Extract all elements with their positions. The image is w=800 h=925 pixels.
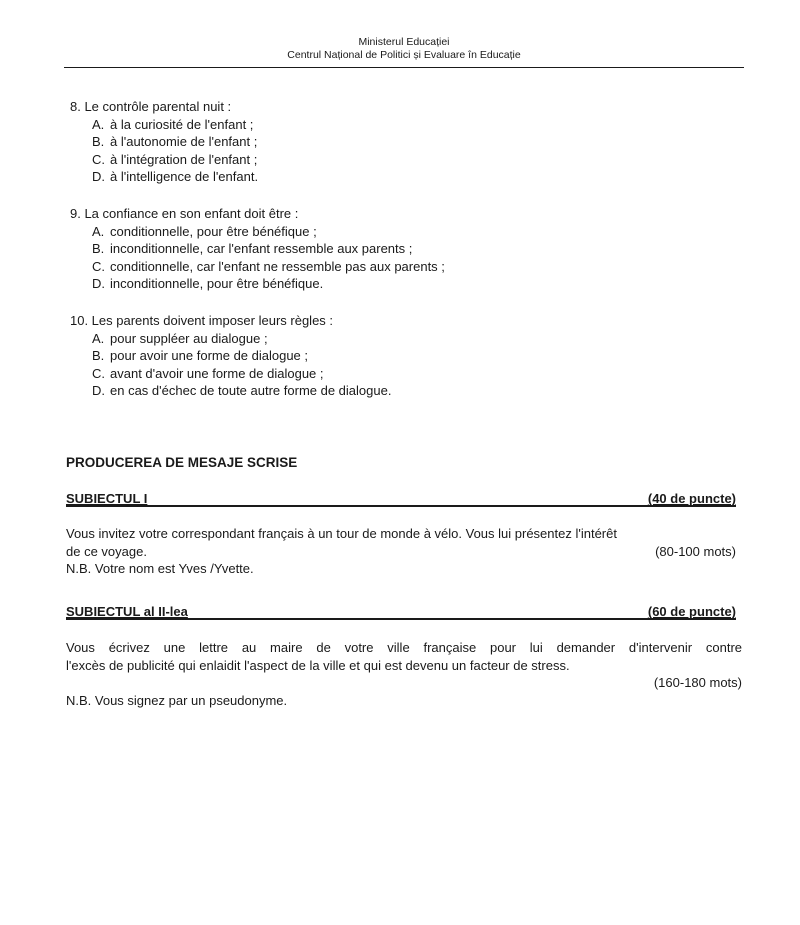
option-letter: A.	[92, 116, 105, 132]
subject-1-word-count: (80-100 mots)	[655, 543, 736, 559]
option-text: à la curiosité de l'enfant ;	[110, 116, 254, 132]
option-text: à l'intelligence de l'enfant.	[110, 169, 259, 184]
option-b	[92, 347, 750, 365]
subject-1-header	[66, 485, 736, 507]
subject-2-body	[66, 639, 742, 709]
question-stem: 8. Le contrôle parental nuit :	[70, 99, 232, 114]
subject-1-title: SUBIECTUL I	[66, 491, 148, 506]
option-text: conditionnelle, car l'enfant ne ressemble pas aux parents ;	[110, 258, 445, 274]
subject-1-line-2-row	[66, 543, 736, 561]
option-letter: C.	[92, 258, 105, 274]
subject-1-body	[66, 525, 736, 578]
option-letter: A.	[92, 223, 105, 239]
option-text: à l'autonomie de l'enfant ;	[110, 134, 258, 149]
header-center: Centrul Național de Politici și Evaluare în Educație	[287, 49, 521, 61]
option-text: conditionnelle, pour être bénéfique ;	[110, 223, 317, 239]
option-letter: B.	[92, 134, 105, 149]
header-divider	[64, 67, 744, 68]
subject-1-points: (40 de puncte)	[647, 491, 736, 506]
option-letter: C.	[92, 365, 105, 381]
question-stem: 10. Les parents doivent imposer leurs règles :	[70, 313, 334, 328]
subject-2-note: N.B. Vous signez par un pseudonyme.	[66, 692, 288, 708]
option-letter: D.	[92, 169, 105, 184]
option-c	[92, 258, 750, 276]
subject-2-points: (60 de puncte)	[647, 604, 736, 619]
option-text: avant d'avoir une forme de dialogue ;	[110, 365, 324, 381]
option-b	[92, 240, 750, 258]
subject-2-header	[66, 598, 736, 620]
page-header	[64, 36, 744, 62]
question-stem: 9. La confiance en son enfant doit être :	[70, 206, 299, 221]
question-8	[70, 98, 750, 186]
option-c	[92, 151, 750, 169]
header-ministry: Ministerul Educației	[358, 36, 450, 48]
option-a	[92, 330, 750, 348]
subject-1-line-2: de ce voyage.	[66, 543, 147, 559]
option-b	[92, 133, 750, 151]
option-letter: B.	[92, 348, 105, 363]
subject-2-line-2: l'excès de publicité qui enlaidit l'aspect de la ville et qui est devenu un facteur de stress.	[66, 657, 570, 673]
option-text: inconditionnelle, car l'enfant ressemble aux parents ;	[110, 241, 413, 256]
subject-1-line-1: Vous invitez votre correspondant français à un tour de monde à vélo. Vous lui présentez l'intérêt	[66, 526, 617, 541]
option-letter: B.	[92, 241, 105, 256]
option-d	[92, 275, 750, 293]
question-9	[70, 205, 750, 293]
option-a	[92, 116, 750, 134]
option-letter: C.	[92, 151, 105, 167]
question-options	[70, 330, 750, 400]
subject-2-line-1: Vous écrivez une lettre au maire de votre ville française pour lui demander d'intervenir contre	[66, 640, 742, 655]
option-text: pour avoir une forme de dialogue ;	[110, 348, 309, 363]
option-d	[92, 168, 750, 186]
option-a	[92, 223, 750, 241]
subject-1-note: N.B. Votre nom est Yves /Yvette.	[66, 561, 254, 576]
option-letter: A.	[92, 330, 105, 346]
option-letter: D.	[92, 383, 105, 398]
option-text: pour suppléer au dialogue ;	[110, 330, 268, 346]
option-letter: D.	[92, 276, 105, 291]
option-d	[92, 382, 750, 400]
option-text: inconditionnelle, pour être bénéfique.	[110, 276, 324, 291]
subject-2-title: SUBIECTUL al II-lea	[66, 604, 188, 619]
question-options	[70, 223, 750, 293]
section-title: PRODUCEREA DE MESAJE SCRISE	[66, 455, 298, 470]
option-text: en cas d'échec de toute autre forme de dialogue.	[110, 383, 392, 398]
option-text: à l'intégration de l'enfant ;	[110, 151, 258, 167]
option-c	[92, 365, 750, 383]
question-10	[70, 312, 750, 400]
question-options	[70, 116, 750, 186]
subject-2-word-count: (160-180 mots)	[653, 675, 742, 690]
